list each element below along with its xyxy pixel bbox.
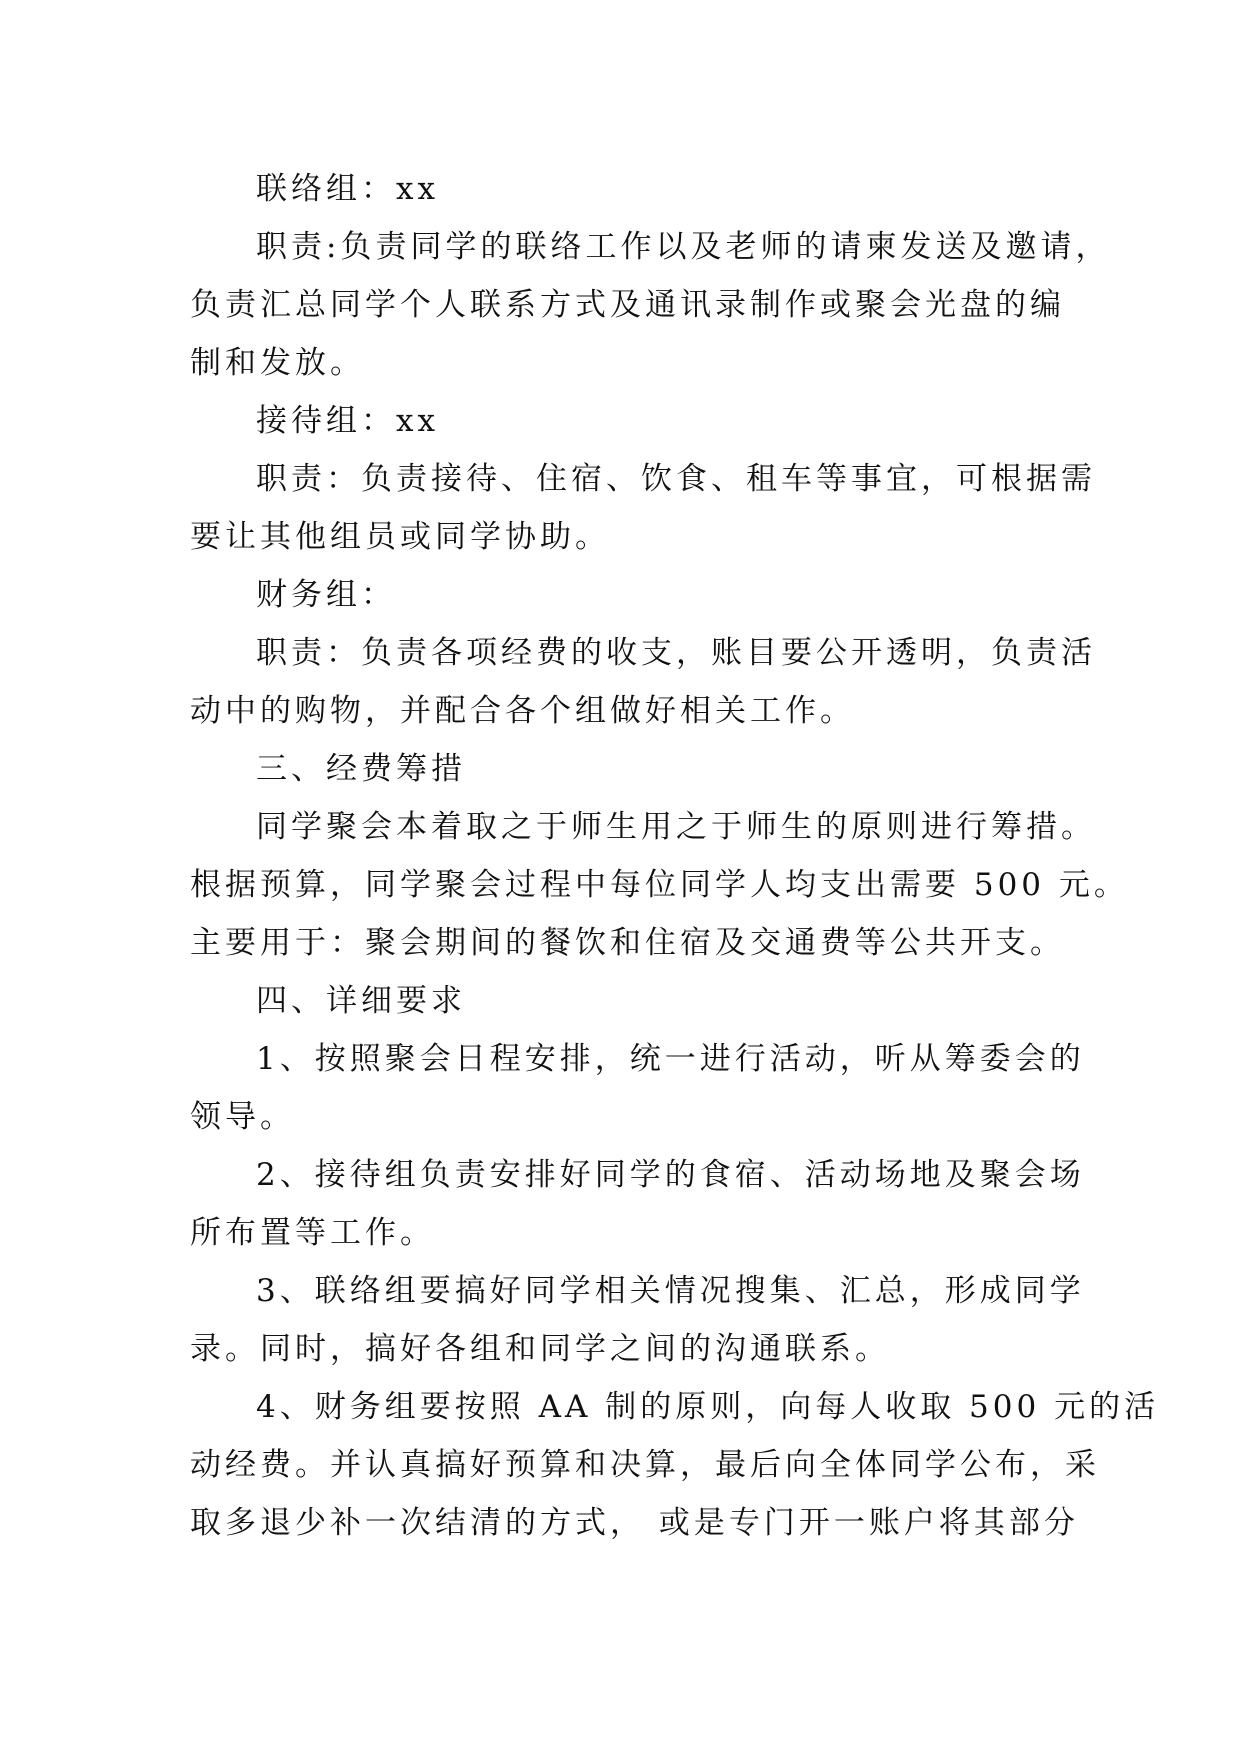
funding-paragraph [190, 798, 1129, 972]
text-line: 1、按照聚会日程安排，统一进行活动，听从筹委会的 [256, 1041, 1085, 1077]
section-heading-requirements [190, 972, 1090, 1030]
text-line: 职责:负责同学的联络工作以及老师的请柬发送及邀请， [256, 229, 1111, 265]
reception-group-duties [190, 450, 1096, 566]
text-line: 主要用于：聚会期间的餐饮和住宿及交通费等公共开支。 [190, 925, 1065, 961]
text-line: 接待组：xx [256, 403, 439, 439]
requirement-item-3 [190, 1262, 1090, 1378]
text-line: 联络组：xx [256, 171, 439, 207]
contact-group-heading [190, 160, 1090, 218]
requirement-item-2 [190, 1146, 1090, 1262]
text-line: 同学聚会本着取之于师生用之于师生的原则进行筹措。 [256, 809, 1096, 845]
text-line: 财务组： [256, 577, 396, 613]
text-line: 动经费。并认真搞好预算和决算，最后向全体同学公布，采 [190, 1447, 1100, 1483]
contact-group-duties [190, 218, 1111, 392]
text-line: 动中的购物，并配合各个组做好相关工作。 [190, 693, 855, 729]
text-line: 职责：负责接待、住宿、饮食、租车等事宜，可根据需 [256, 461, 1096, 497]
section-heading-funding [190, 740, 1090, 798]
text-line: 所布置等工作。 [190, 1215, 435, 1251]
text-line: 三、经费筹措 [256, 751, 466, 787]
text-line: 取多退少补一次结清的方式， 或是专门开一账户将其部分 [190, 1505, 1079, 1541]
text-line: 要让其他组员或同学协助。 [190, 519, 610, 555]
text-line: 领导。 [190, 1099, 295, 1135]
text-line: 根据预算，同学聚会过程中每位同学人均支出需要 500 元。 [190, 867, 1129, 903]
text-line: 负责汇总同学个人联系方式及通讯录制作或聚会光盘的编 [190, 287, 1065, 323]
finance-group-duties [190, 624, 1096, 740]
finance-group-heading [190, 566, 1090, 624]
requirement-item-1 [190, 1030, 1090, 1146]
requirement-item-4 [190, 1378, 1160, 1552]
text-line: 四、详细要求 [256, 983, 466, 1019]
text-line: 3、联络组要搞好同学相关情况搜集、汇总，形成同学 [256, 1273, 1085, 1309]
text-line: 2、接待组负责安排好同学的食宿、活动场地及聚会场 [256, 1157, 1085, 1193]
text-line: 职责：负责各项经费的收支，账目要公开透明，负责活 [256, 635, 1096, 671]
text-line: 4、财务组要按照 AA 制的原则，向每人收取 500 元的活 [256, 1389, 1160, 1425]
reception-group-heading [190, 392, 1090, 450]
text-line: 录。同时，搞好各组和同学之间的沟通联系。 [190, 1331, 890, 1367]
text-line: 制和发放。 [190, 345, 365, 381]
document-body [190, 160, 1160, 1552]
